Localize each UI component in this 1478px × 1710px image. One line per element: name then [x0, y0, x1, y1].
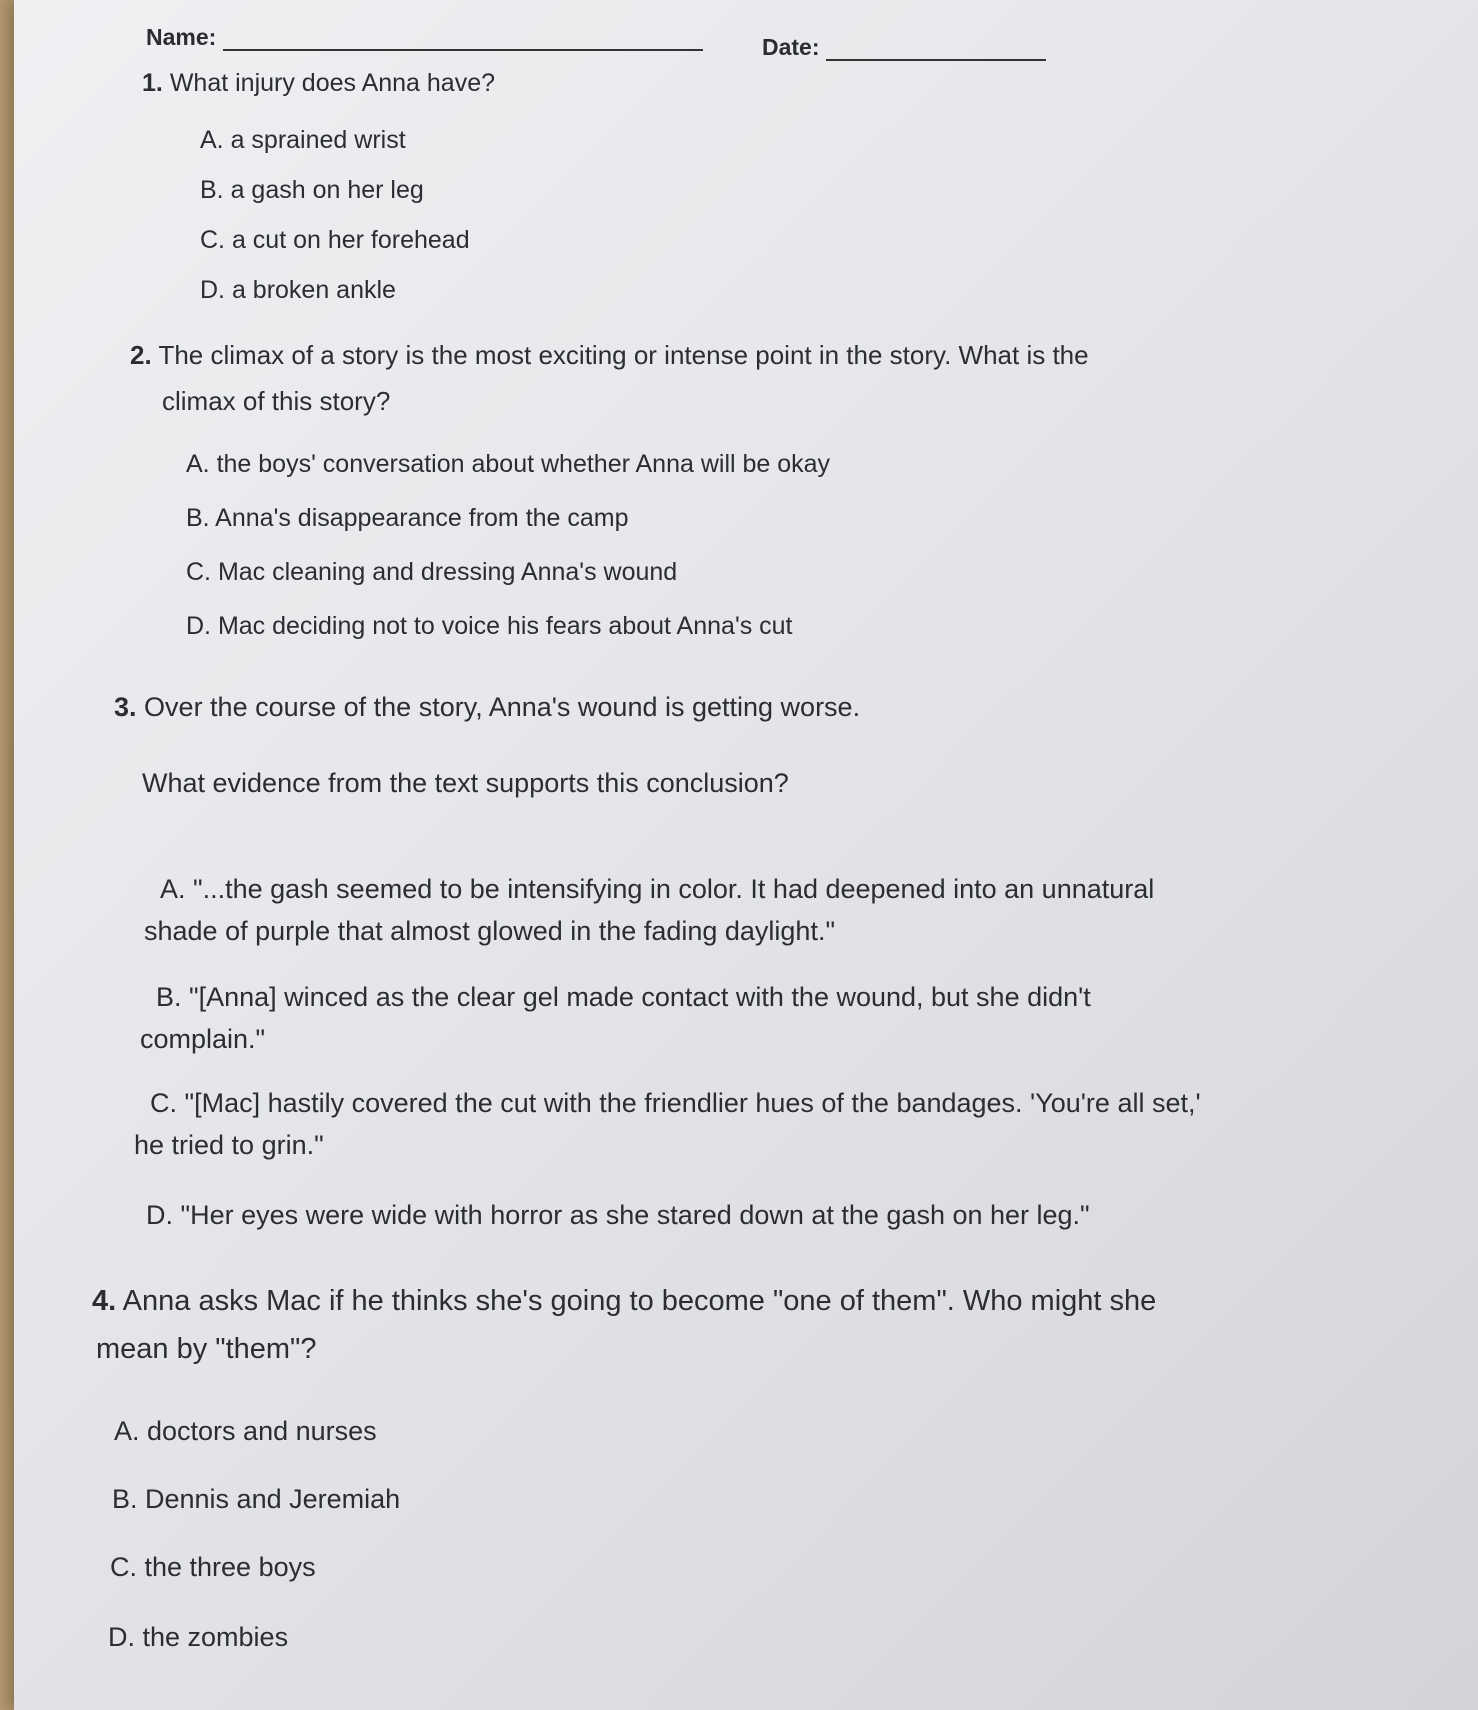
- question-3-option-c-line2: he tried to grin.": [134, 1130, 324, 1160]
- date-label: Date:: [762, 34, 820, 60]
- name-label: Name:: [146, 24, 217, 50]
- question-4-option-c: C. the three boys: [110, 1552, 316, 1582]
- question-1-option-b: B. a gash on her leg: [200, 176, 424, 204]
- question-1-option-c: C. a cut on her forehead: [200, 226, 470, 254]
- name-blank[interactable]: [223, 49, 703, 51]
- question-3-option-d: [130, 1194, 1450, 1236]
- question-3: [114, 686, 860, 728]
- question-2-option-c: C. Mac cleaning and dressing Anna's wound: [186, 558, 678, 586]
- question-4-number: 4.: [92, 1285, 117, 1317]
- question-2-text-line2: climax of this story?: [162, 386, 391, 416]
- question-3-option-b-line1: B. "[Anna] winced as the clear gel made contact with the wound, but she didn't: [156, 982, 1091, 1012]
- question-4-text-line2: mean by "them"?: [96, 1333, 317, 1365]
- question-4-text-line1: Anna asks Mac if he thinks she's going to become "one of them". Who might she: [122, 1285, 1157, 1317]
- question-2-option-a: A. the boys' conversation about whether Anna will be okay: [186, 450, 831, 478]
- question-3-number: 3.: [114, 692, 137, 722]
- question-3-option-a-line2: shade of purple that almost glowed in the fading daylight.": [144, 916, 836, 946]
- question-2-option-d: D. Mac deciding not to voice his fears about Anna's cut: [186, 612, 793, 640]
- question-3-option-b: [140, 976, 1450, 1060]
- question-3-option-b-line2: complain.": [140, 1024, 266, 1054]
- question-4-option-a: A. doctors and nurses: [114, 1416, 377, 1446]
- question-1-option-a: A. a sprained wrist: [200, 126, 406, 154]
- question-2: [130, 334, 1089, 376]
- question-2-number: 2.: [130, 340, 152, 370]
- question-3-option-d-line1: D. "Her eyes were wide with horror as she stared down at the gash on her leg.": [146, 1200, 1090, 1230]
- worksheet-page: [14, 0, 1478, 1710]
- question-3-text: Over the course of the story, Anna's wound is getting worse.: [144, 692, 861, 722]
- question-4-option-d: D. the zombies: [108, 1622, 289, 1652]
- name-field: [146, 24, 703, 51]
- question-3-option-a: [144, 868, 1454, 952]
- question-3-prompt: What evidence from the text supports this conclusion?: [142, 768, 789, 798]
- question-1-option-d: D. a broken ankle: [200, 276, 396, 304]
- question-2-text-line1: The climax of a story is the most exciting or intense point in the story. What is the: [158, 340, 1089, 370]
- question-2-option-b: B. Anna's disappearance from the camp: [186, 504, 629, 532]
- date-field: [762, 34, 1046, 61]
- question-1: [142, 62, 495, 104]
- question-3-option-a-line1: A. "...the gash seemed to be intensifying in color. It had deepened into an unnatural: [160, 874, 1155, 904]
- question-3-option-c-line1: C. "[Mac] hastily covered the cut with the friendlier hues of the bandages. 'You're all set,': [150, 1088, 1201, 1118]
- question-4-option-b: B. Dennis and Jeremiah: [112, 1484, 401, 1514]
- question-4: [92, 1280, 1156, 1322]
- date-blank[interactable]: [826, 59, 1046, 61]
- question-1-text: What injury does Anna have?: [169, 69, 496, 97]
- question-3-option-c: [134, 1082, 1464, 1166]
- question-1-number: 1.: [142, 69, 163, 97]
